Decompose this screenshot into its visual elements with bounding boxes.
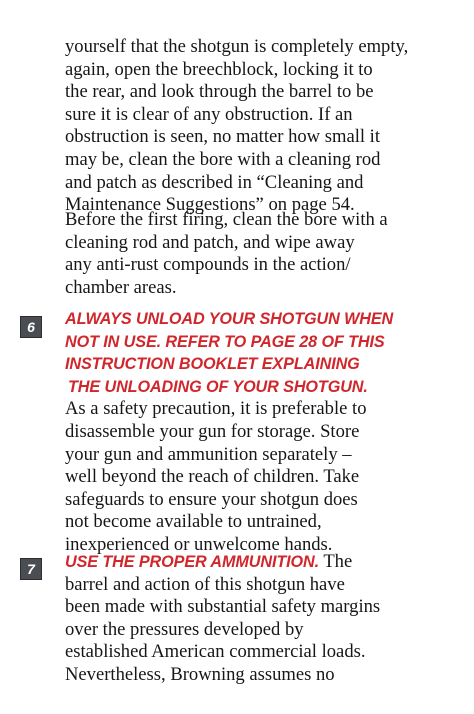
section-7 xyxy=(65,551,425,687)
text-line: and patch as described in “Cleaning and xyxy=(65,171,364,193)
text-line: Before the first firing, clean the bore with a xyxy=(65,209,388,230)
text-line: any anti-rust compounds in the action/ xyxy=(65,254,351,276)
text-line: your gun and ammunition separately – xyxy=(65,443,352,465)
warning-line: NOT IN USE. REFER TO PAGE 28 OF THIS xyxy=(65,332,385,351)
warning-heading: USE THE PROPER AMMUNITION. xyxy=(65,553,320,571)
text-line: well beyond the reach of children. Take xyxy=(65,466,360,488)
paragraph-first-firing xyxy=(65,209,425,299)
section-number: 6 xyxy=(27,319,35,335)
text-fragment: The xyxy=(319,551,353,572)
text-line: Maintenance Suggestions” on page 54. xyxy=(65,194,355,216)
text-line: may be, clean the bore with a cleaning rod xyxy=(65,148,381,170)
warning-line: THE UNLOADING OF YOUR SHOTGUN. xyxy=(68,377,368,396)
section-7-first-line xyxy=(65,551,425,574)
text-line: barrel and action of this shotgun have xyxy=(65,573,345,595)
warning-line: INSTRUCTION BOOKLET EXPLAINING xyxy=(65,355,360,374)
paragraph-bore-check xyxy=(65,36,425,217)
text-line: over the pressures developed by xyxy=(65,618,304,640)
text-line: the rear, and look through the barrel to be xyxy=(65,81,374,103)
text-line: inexperienced or unwelcome hands. xyxy=(65,533,333,555)
text-line: been made with substantial safety margins xyxy=(65,596,381,618)
text-line: established American commercial loads. xyxy=(65,641,366,663)
section-number: 7 xyxy=(27,561,35,577)
text-line: As a safety precaution, it is preferable to xyxy=(65,398,367,420)
text-line: sure it is clear of any obstruction. If an xyxy=(65,103,353,125)
text-line: cleaning rod and patch, and wipe away xyxy=(65,231,355,253)
section-number-badge-6 xyxy=(20,316,42,338)
text-line: safeguards to ensure your shotgun does xyxy=(65,488,358,510)
section-6 xyxy=(65,308,425,557)
text-line: not become available to untrained, xyxy=(65,511,322,533)
section-number-badge-7 xyxy=(20,558,42,580)
text-line: again, open the breechblock, locking it to xyxy=(65,58,373,80)
text-line: yourself that the shotgun is completely empty, xyxy=(65,36,409,57)
text-line: disassemble your gun for storage. Store xyxy=(65,420,360,442)
text-line: chamber areas. xyxy=(65,276,177,298)
text-line: obstruction is seen, no matter how small it xyxy=(65,126,381,148)
text-line: Nevertheless, Browning assumes no xyxy=(65,663,335,685)
warning-line: ALWAYS UNLOAD YOUR SHOTGUN WHEN xyxy=(65,310,394,328)
